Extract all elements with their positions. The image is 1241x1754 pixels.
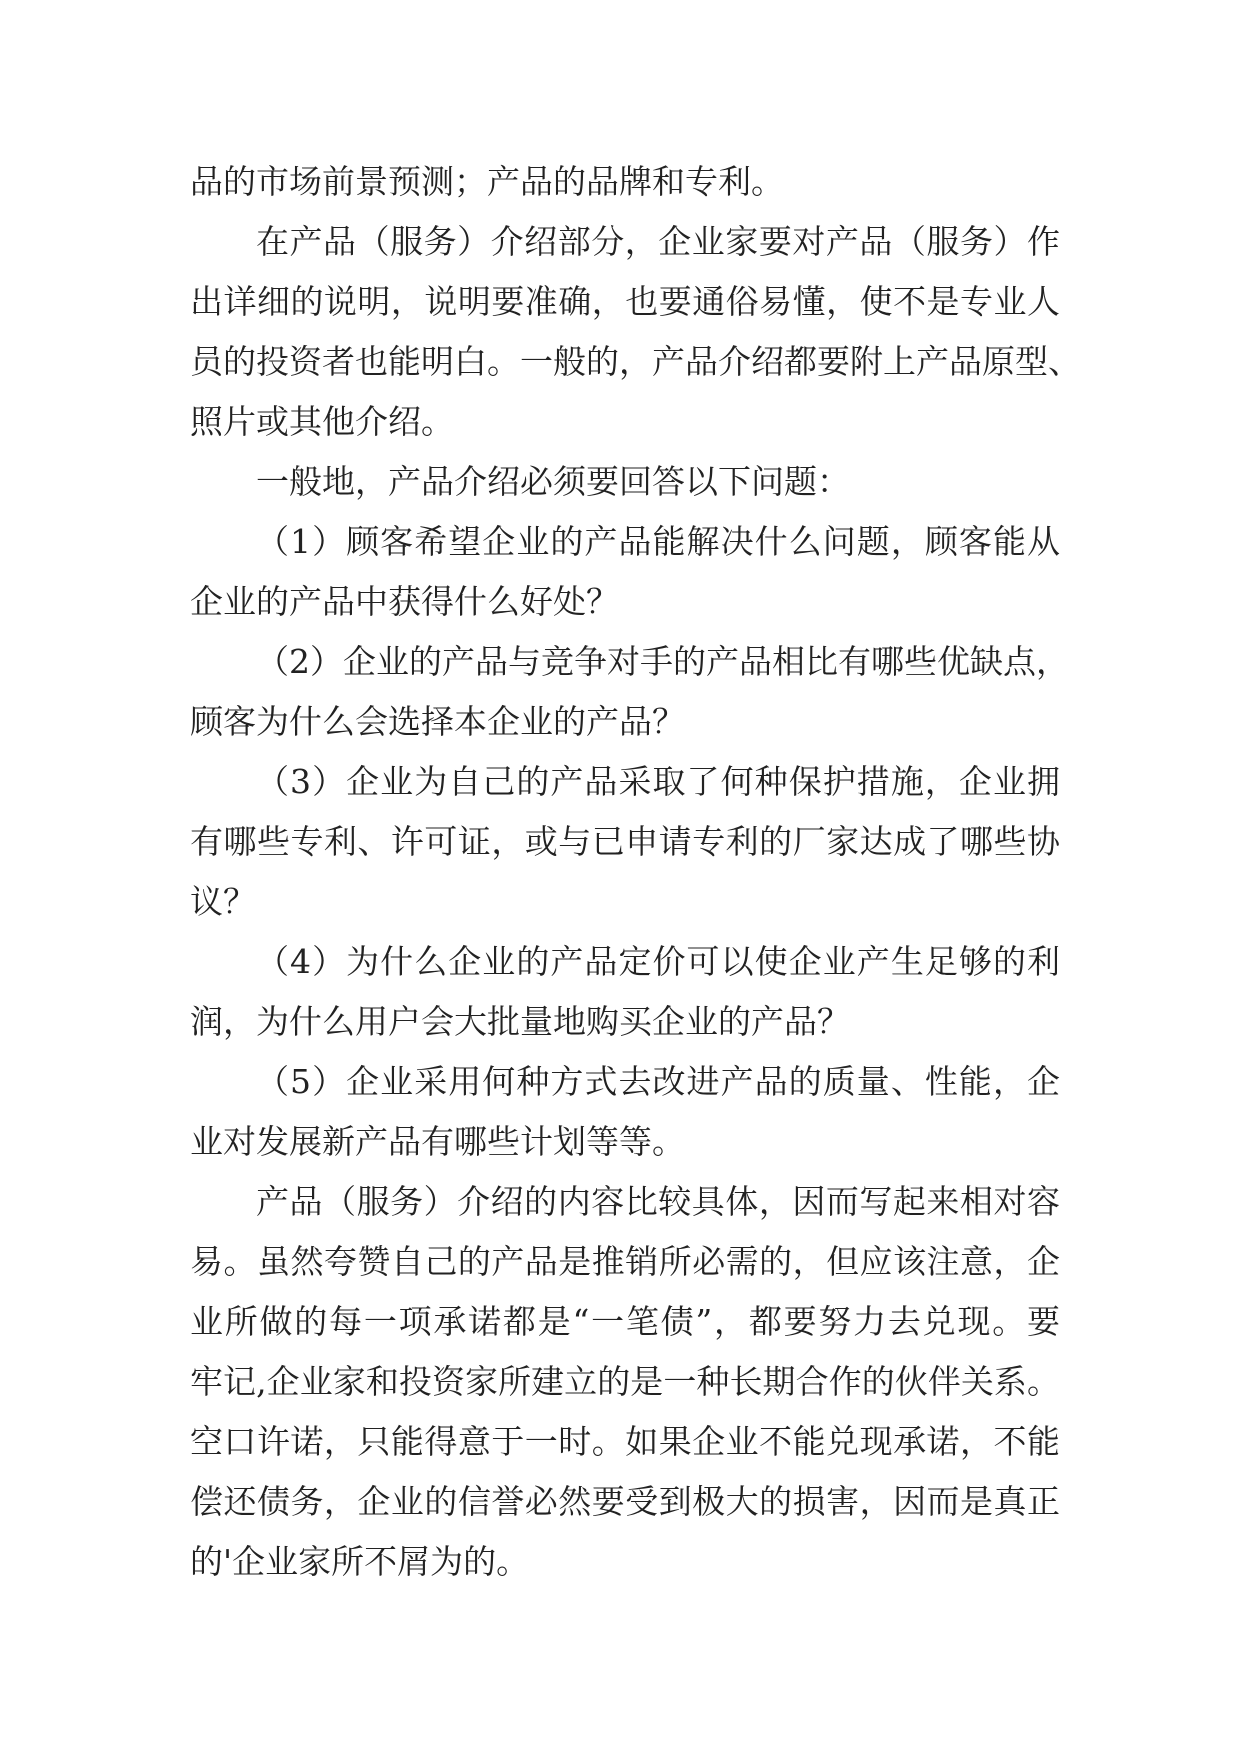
text-line: 空口许诺，只能得意于一时。如果企业不能兑现承诺，不能 [190, 1422, 1060, 1461]
text-line: 员的投资者也能明白。一般的，产品介绍都要附上产品原型、 [190, 342, 1081, 381]
text-line: （4）为什么企业的产品定价可以使企业产生足够的利 [256, 942, 1060, 981]
text-line: 顾客为什么会选择本企业的产品？ [190, 702, 685, 741]
text-line: 易。虽然夸赞自己的产品是推销所必需的，但应该注意，企 [190, 1242, 1060, 1281]
text-line: 有哪些专利、许可证，或与已申请专利的厂家达成了哪些协 [190, 822, 1060, 861]
text-line: 出详细的说明，说明要准确，也要通俗易懂，使不是专业人 [190, 282, 1060, 321]
text-line: 在产品（服务）介绍部分，企业家要对产品（服务）作 [256, 222, 1060, 261]
text-line: 的'企业家所不屑为的。 [190, 1542, 530, 1581]
document-body [190, 152, 1081, 1592]
text-line: （2）企业的产品与竞争对手的产品相比有哪些优缺点， [256, 642, 1069, 681]
text-line: 业对发展新产品有哪些计划等等。 [190, 1122, 685, 1161]
text-line: 产品（服务）介绍的内容比较具体，因而写起来相对容 [256, 1182, 1060, 1221]
text-line: （5）企业采用何种方式去改进产品的质量、性能，企 [256, 1062, 1060, 1101]
text-line: 润，为什么用户会大批量地购买企业的产品？ [190, 1002, 850, 1041]
text-line: 一般地，产品介绍必须要回答以下问题： [256, 462, 850, 501]
text-line: 业所做的每一项承诺都是“一笔债”，都要努力去兑现。要 [190, 1302, 1060, 1341]
text-line: 牢记,企业家和投资家所建立的是一种长期合作的伙伴关系。 [190, 1362, 1060, 1401]
text-line: 偿还债务，企业的信誉必然要受到极大的损害，因而是真正 [190, 1482, 1060, 1521]
text-line: （3）企业为自己的产品采取了何种保护措施，企业拥 [256, 762, 1060, 801]
text-line: 企业的产品中获得什么好处？ [190, 582, 619, 621]
text-line: 品的市场前景预测；产品的品牌和专利。 [190, 162, 784, 201]
text-line: 议？ [190, 882, 256, 921]
text-line: 照片或其他介绍。 [190, 402, 454, 441]
text-line: （1）顾客希望企业的产品能解决什么问题，顾客能从 [256, 522, 1060, 561]
